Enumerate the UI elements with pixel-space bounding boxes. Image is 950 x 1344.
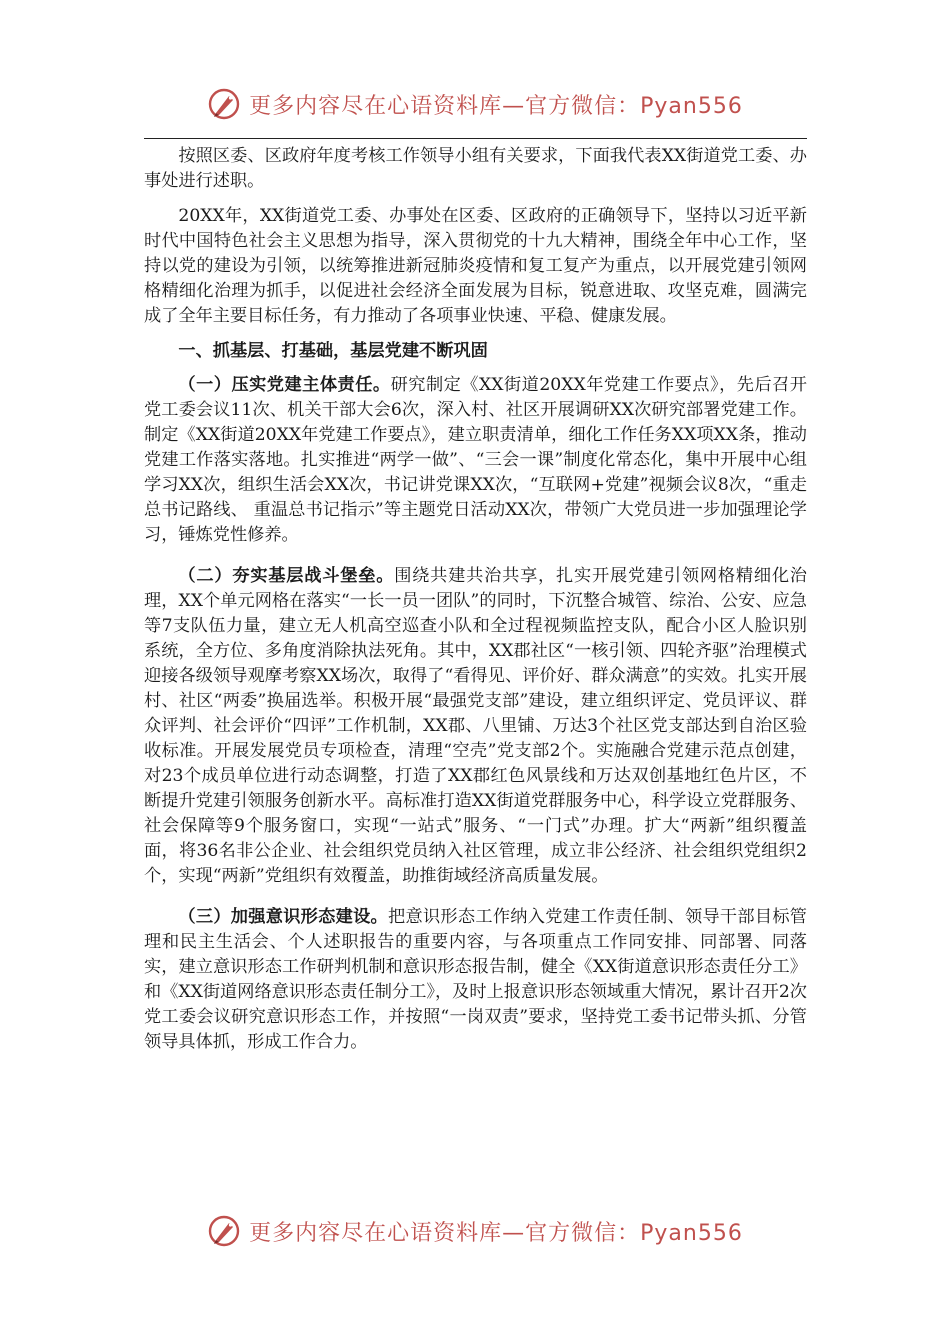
item-paragraph <box>144 373 807 548</box>
item-lead: （一）压实党建主体责任。 <box>178 375 391 395</box>
item-body: 围绕共建共治共享，扎实开展党建引领网格精细化治理，XX个单元网格在落实“一长一员一团队”的同时，下沉整合城管、综治、公安、应急等7支队伍力量，建立无人机高空巡查小队和全过程视频监控支队，配合小区人脸识别系统，全方位、多角度消除执法死角。其中，XX郡社区“一核引领、四轮齐驱”治理模式迎接各级领导观摩考察XX场次，取得了“看得见、评价好、群众满意”的实效。扎实开展村、社区“两委”换届选举。积极开展“最强党支部”建设，建立组织评定、党员评议、群众评判、社会评价“四评”工作机制，XX郡、八里铺、万达3个社区党支部达到自治区验收标准。开展发展党员专项检查，清理“空壳”党支部2个。实施融合党建示范点创建，对23个成员单位进行动态调整，打造了XX郡红色风景线和万达双创基地红色片区，不断提升党建引领服务创新水平。高标准打造XX街道党群服务中心，科学设立党群服务、社会保障等9个服务窗口，实现“一站式”服务、“一门式”办理。扩大“两新”组织覆盖面，将36名非公企业、社会组织党员纳入社区管理，成立非公经济、社会组织党组织2个，实现“两新”党组织有效覆盖，助推街域经济高质量发展。 <box>144 566 807 886</box>
footer-banner-text: 更多内容尽在心语资料库—官方微信：Pyan556 <box>249 1220 743 1246</box>
item-paragraph <box>144 564 807 889</box>
document-body <box>144 144 807 1065</box>
section-heading: 一、抓基层、打基础，基层党建不断巩固 <box>178 341 488 361</box>
header-divider <box>144 138 807 139</box>
pen-nib-logo-icon <box>207 87 241 121</box>
item-lead: （三）加强意识形态建设。 <box>178 907 389 927</box>
header-banner-text: 更多内容尽在心语资料库—官方微信：Pyan556 <box>249 93 743 119</box>
footer-banner <box>0 1209 950 1253</box>
pen-nib-logo-icon <box>207 1214 241 1248</box>
overview-paragraph: 20XX年，XX街道党工委、办事处在区委、区政府的正确领导下，坚持以习近平新时代中国特色社会主义思想为指导，深入贯彻党的十九大精神，围绕全年中心工作，坚持以党的建设为引领，以统筹推进新冠肺炎疫情和复工复产为重点，以开展党建引领网格精细化治理为抓手，以促进社会经济全面发展为目标，锐意进取、攻坚克难，圆满完成了全年主要目标任务，有力推动了各项事业快速、平稳、健康发展。 <box>144 206 807 326</box>
header-banner <box>0 82 950 126</box>
item-lead: （二）夯实基层战斗堡垒。 <box>178 566 395 586</box>
item-paragraph <box>144 905 807 1055</box>
item-body: 研究制定《XX街道20XX年党建工作要点》，先后召开党工委会议11次、机关干部大会6次，深入村、社区开展调研XX次研究部署党建工作。制定《XX街道20XX年党建工作要点》，建立职责清单，细化工作任务XX项XX条，推动党建工作落实落地。扎实推进“两学一做”、“三会一课”制度化常态化，集中开展中心组学习XX次，组织生活会XX次，书记讲党课XX次，“互联网+党建”视频会议8次，“重走总书记路线、 重温总书记指示”等主题党日活动XX次，带领广大党员进一步加强理论学习，锤炼党性修养。 <box>144 375 807 545</box>
item-body: 把意识形态工作纳入党建工作责任制、领导干部目标管理和民主生活会、个人述职报告的重要内容，与各项重点工作同安排、同部署、同落实，建立意识形态工作研判机制和意识形态报告制，健全《XX街道意识形态责任分工》和《XX街道网络意识形态责任制分工》，及时上报意识形态领域重大情况，累计召开2次党工委会议研究意识形态工作，并按照“一岗双责”要求，坚持党工委书记带头抓、分管领导具体抓，形成工作合力。 <box>144 907 807 1052</box>
intro-paragraph: 按照区委、区政府年度考核工作领导小组有关要求，下面我代表XX街道党工委、办事处进行述职。 <box>144 146 807 191</box>
